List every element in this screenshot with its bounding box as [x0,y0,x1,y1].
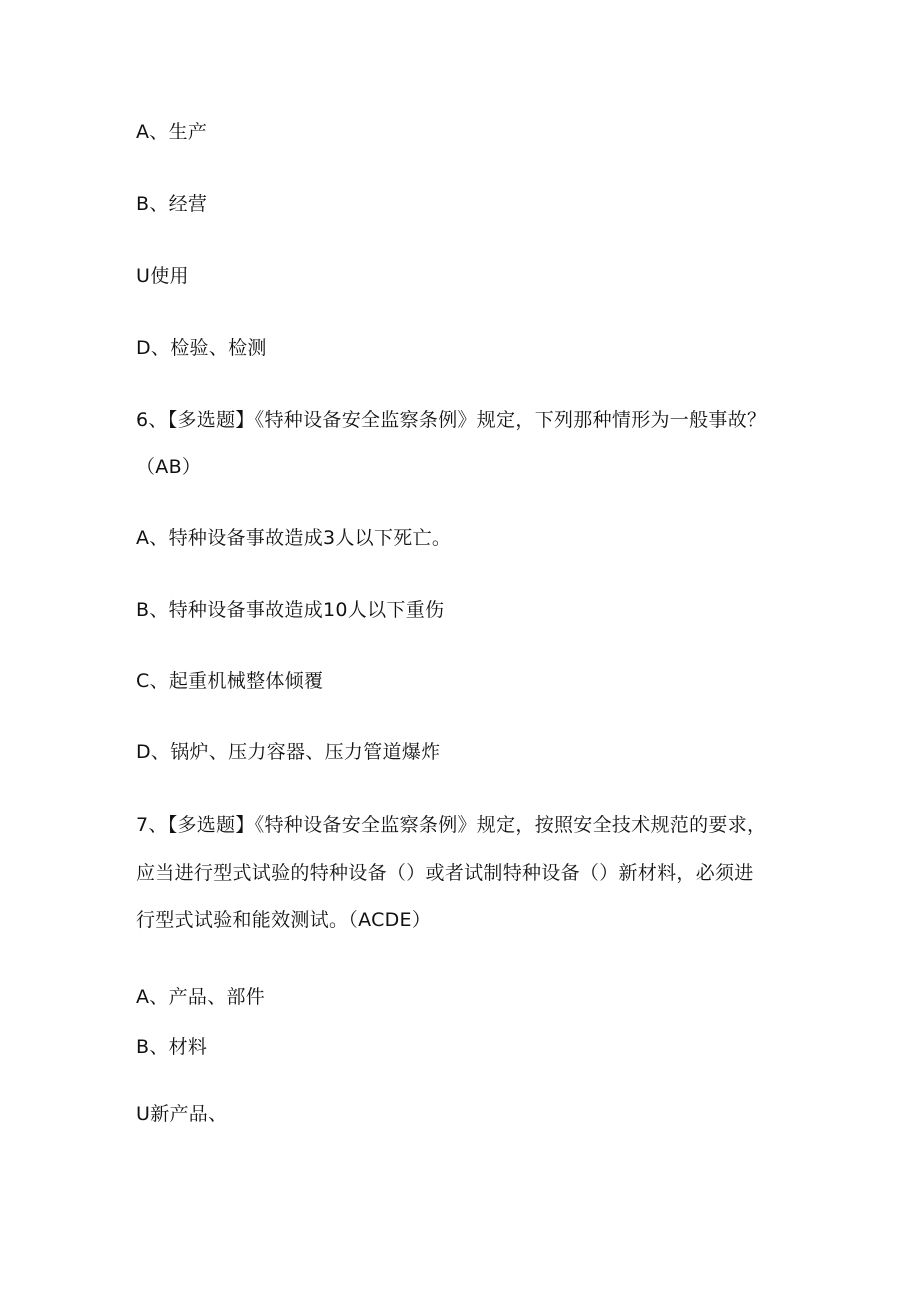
q5-option-b: B、经营 [136,193,208,215]
q7-option-b: B、材料 [136,1036,208,1058]
q7-stem-line2: 应当进行型式试验的特种设备（）或者试制特种设备（）新材料，必须进 [136,862,754,884]
q6-option-c: C、起重机械整体倾覆 [136,670,324,692]
q5-option-d: D、检验、检测 [136,337,267,359]
q6-stem-line2: （AB） [136,456,202,478]
q7-stem-line1: 7、【多选题】《特种设备安全监察条例》规定，按照安全技术规范的要求， [136,814,767,836]
q6-option-b: B、特种设备事故造成10人以下重伤 [136,599,445,621]
q5-option-a: A、生产 [136,121,208,143]
q7-option-c: U新产品、 [136,1103,228,1125]
q7-stem-line3: 行型式试验和能效测试。（ACDE） [136,909,432,931]
q6-option-d: D、锅炉、压力容器、压力管道爆炸 [136,741,441,763]
q6-option-a: A、特种设备事故造成3人以下死亡。 [136,527,452,549]
q7-option-a: A、产品、部件 [136,986,266,1008]
q5-option-c: U使用 [136,265,189,287]
q6-stem-line1: 6、【多选题】《特种设备安全监察条例》规定，下列那种情形为一般事故？ [136,409,767,431]
